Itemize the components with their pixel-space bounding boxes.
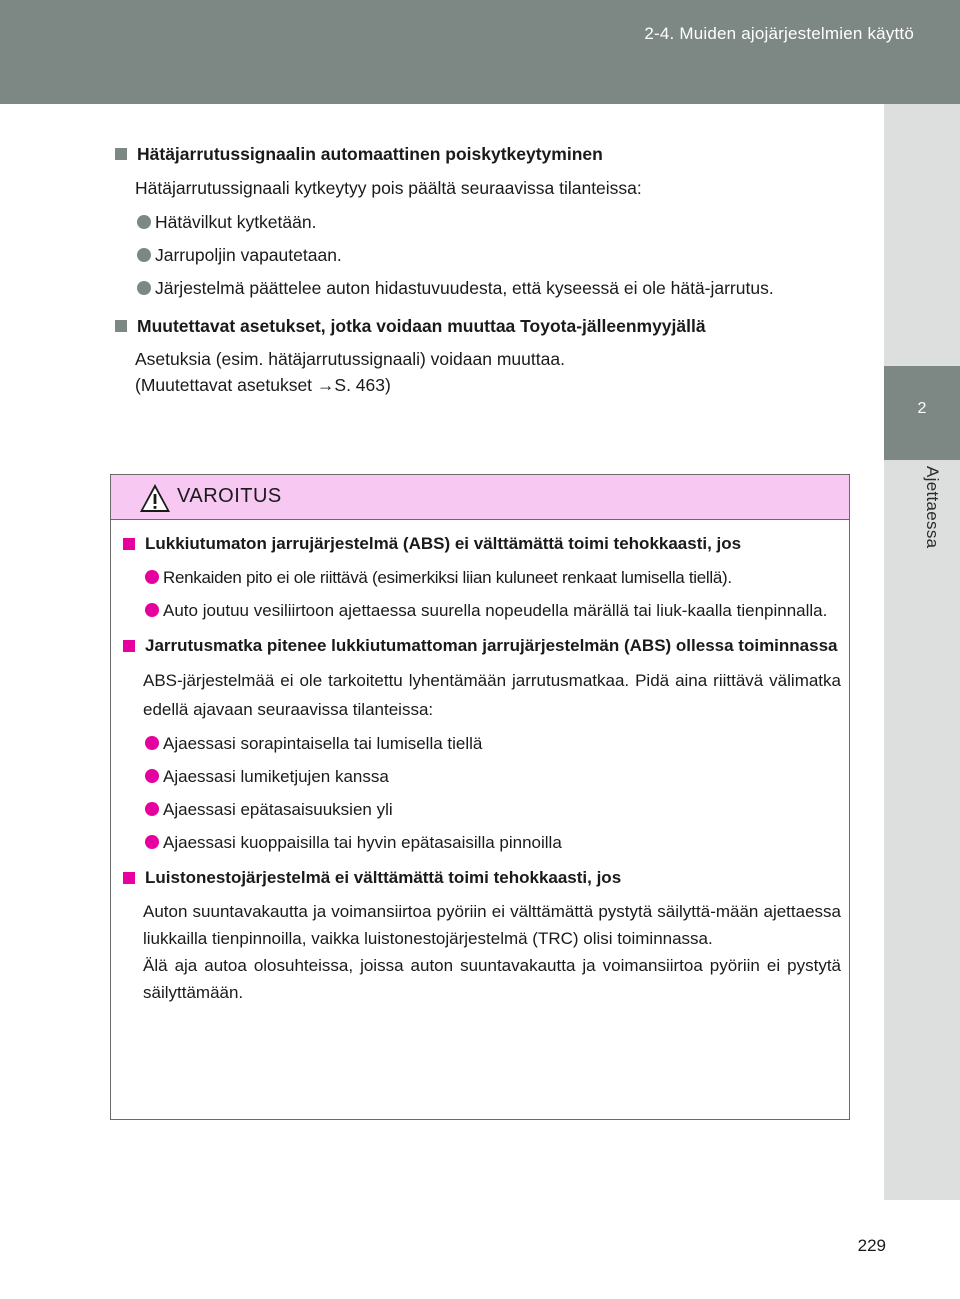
warning-paragraph: ABS-järjestelmää ei ole tarkoitettu lyhentämään jarrutusmatkaa. Pidä aina riittävä välimatka edellä ajavaan seuraavissa tilanteissa: xyxy=(143,671,841,719)
warning-heading xyxy=(121,632,841,660)
square-bullet-icon xyxy=(115,320,127,332)
section-paragraph xyxy=(113,346,853,398)
list-item-text: Ajaessasi sorapintaisella tai lumisella tiellä xyxy=(163,734,483,753)
list-item-text: Järjestelmä päättelee auton hidastuvuudesta, että kyseessä ei ole hätä-jarrutus. xyxy=(155,278,774,298)
list-item-text: Renkaiden pito ei ole riittävä (esimerkiksi liian kuluneet renkaat lumisella tiellä). xyxy=(163,568,732,587)
warning-heading-text: Luistonestojärjestelmä ei välttämättä toimi tehokkaasti, jos xyxy=(145,868,622,887)
round-bullet-icon xyxy=(145,603,159,617)
warning-title: VAROITUS xyxy=(177,485,282,507)
round-bullet-icon xyxy=(145,835,159,849)
round-bullet-icon xyxy=(145,736,159,750)
header-bar xyxy=(0,0,960,104)
square-bullet-icon xyxy=(123,872,135,884)
list-item-text: Ajaessasi lumiketjujen kanssa xyxy=(163,767,389,786)
paragraph-text: Auton suuntavakautta ja voimansiirtoa pyöriin ei välttämättä pystytä säilyttä-mään ajettaessa liukkailla tienpinnoilla, vaikka luistonestojärjestelmä (TRC) olisi toiminnassa. xyxy=(143,902,841,948)
list-item xyxy=(121,597,841,624)
warning-triangle-icon xyxy=(139,483,171,513)
list-item xyxy=(113,242,853,269)
warning-heading-text: Jarrutusmatka pitenee lukkiutumattoman jarrujärjestelmän (ABS) ollessa toiminnassa xyxy=(145,636,838,655)
round-bullet-icon xyxy=(145,802,159,816)
list-item xyxy=(121,763,841,790)
warning-heading xyxy=(121,864,841,892)
section-heading-text: Hätäjarrutussignaalin automaattinen poiskytkeytyminen xyxy=(137,144,603,164)
warning-heading xyxy=(121,530,841,558)
page-number: 229 xyxy=(857,1236,886,1255)
list-item-text: Auto joutuu vesiliirtoon ajettaessa suurella nopeudella märällä tai liuk-kaalla tienpinnalla. xyxy=(163,601,828,620)
list-item xyxy=(113,209,853,236)
list-item xyxy=(121,796,841,823)
section-heading xyxy=(113,312,853,340)
round-bullet-icon xyxy=(137,281,151,295)
section-heading-text: Muutettavat asetukset, jotka voidaan muuttaa Toyota-jälleenmyyjällä xyxy=(137,316,706,336)
chapter-label: Ajettaessa xyxy=(923,466,942,549)
paragraph-text: Älä aja autoa olosuhteissa, joissa auton suuntavakautta ja voimansiirtoa pyöriin ei pystytä säilyttämään. xyxy=(143,956,841,1002)
warning-body xyxy=(111,520,849,1006)
list-item-text: Ajaessasi kuoppaisilla tai hyvin epätasaisilla pinnoilla xyxy=(163,833,562,852)
section-paragraph: Hätäjarrutussignaali kytkeytyy pois päältä seuraavissa tilanteissa: xyxy=(135,178,642,198)
main-content xyxy=(113,140,853,398)
page-reference: (Muutettavat asetukset →S. 463) xyxy=(135,375,391,395)
list-item xyxy=(121,829,841,856)
list-item xyxy=(113,275,853,302)
round-bullet-icon xyxy=(145,570,159,584)
list-item xyxy=(121,564,841,591)
list-item-text: Jarrupoljin vapautetaan. xyxy=(155,245,342,265)
warning-paragraph xyxy=(121,898,841,1006)
square-bullet-icon xyxy=(123,538,135,550)
round-bullet-icon xyxy=(137,215,151,229)
section-heading xyxy=(113,140,853,168)
side-tab-strip-top xyxy=(884,104,960,366)
warning-heading-text: Lukkiutumaton jarrujärjestelmä (ABS) ei välttämättä toimi tehokkaasti, jos xyxy=(145,534,742,553)
warning-header xyxy=(111,475,849,520)
section-title: 2-4. Muiden ajojärjestelmien käyttö xyxy=(644,24,914,43)
paragraph-line: Asetuksia (esim. hätäjarrutussignaali) voidaan muuttaa. xyxy=(135,349,565,369)
square-bullet-icon xyxy=(115,148,127,160)
list-item-text: Hätävilkut kytketään. xyxy=(155,212,317,232)
round-bullet-icon xyxy=(137,248,151,262)
square-bullet-icon xyxy=(123,640,135,652)
list-item-text: Ajaessasi epätasaisuuksien yli xyxy=(163,800,393,819)
list-item xyxy=(121,730,841,757)
chapter-number: 2 xyxy=(917,400,927,417)
round-bullet-icon xyxy=(145,769,159,783)
warning-box xyxy=(110,474,850,1120)
side-tab-strip-bottom xyxy=(884,460,960,1200)
